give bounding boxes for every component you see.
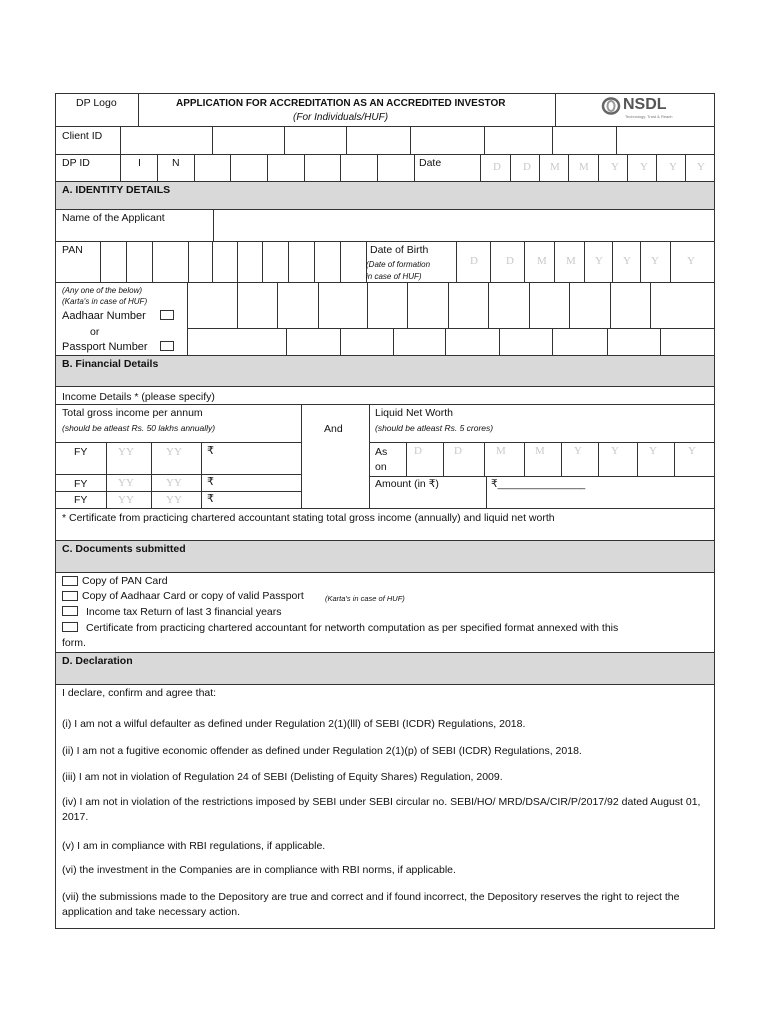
aadhaar-input[interactable] (187, 282, 714, 328)
declaration-item: (iii) I am not in violation of Regulation 24 of SEBI (Delisting of Equity Shares) Regulation, 2009. (62, 771, 503, 783)
client-id-input[interactable] (120, 126, 714, 154)
doc-aadhaar-note: (Karta's in case of HUF) (325, 594, 405, 603)
declaration-item: (i) I am not a wilful defaulter as defined under Regulation 2(1)(lll) of SEBI (ICDR) Regulations, 2018. (62, 718, 526, 730)
declaration-item: (vii) the submissions made to the Depository are true and correct and if found incorrect, the Depository reserves the right to reject the application and take necessary action. (62, 891, 680, 918)
or-label: or (90, 326, 100, 338)
dob-input[interactable]: D D M M Y Y Y Y (456, 241, 714, 282)
applicant-name-label: Name of the Applicant (62, 212, 165, 224)
doc-itr: Income tax Return of last 3 financial years (86, 606, 282, 618)
total-gross-note: (should be atleast Rs. 50 lakhs annually) (62, 423, 216, 433)
on-label: on (375, 461, 387, 473)
ca-certificate-checkbox[interactable] (62, 622, 78, 632)
dp-id-n: N (172, 157, 180, 169)
doc-ca-certificate: Certificate from practicing chartered accountant for networth computation as per specified format annexed with this (86, 622, 619, 634)
nsdl-logo (601, 96, 681, 122)
passport-input[interactable] (187, 328, 714, 355)
aadhaar-checkbox[interactable] (160, 310, 174, 320)
section-b-title: B. Financial Details (62, 358, 159, 370)
passport-checkbox[interactable] (160, 341, 174, 351)
pan-label: PAN (62, 244, 83, 256)
total-gross-label: Total gross income per annum (62, 407, 203, 419)
declaration-item: (vi) the investment in the Companies are in compliance with RBI norms, if applicable. (62, 864, 456, 876)
section-d-title: D. Declaration (62, 655, 133, 667)
declaration-item: (v) I am in compliance with RBI regulations, if applicable. (62, 840, 326, 852)
income-details-label: Income Details * (please specify) (62, 391, 215, 403)
fy-label-2: FY (74, 478, 88, 490)
doc-aadhaar-copy: Copy of Aadhaar Card or copy of valid Passport (82, 590, 304, 602)
pan-card-checkbox[interactable] (62, 576, 78, 586)
client-id-label: Client ID (62, 130, 103, 142)
section-a-title: A. IDENTITY DETAILS (62, 184, 171, 196)
income-footnote: * Certificate from practicing chartered accountant stating total gross income (annually) and liquid net worth (62, 512, 555, 524)
doc-pan-card: Copy of PAN Card (82, 575, 168, 587)
liquid-net-note: (should be atleast Rs. 5 crores) (375, 423, 494, 433)
form-subtitle: (For Individuals/HUF) (293, 112, 389, 123)
form-title: APPLICATION FOR ACCREDITATION AS AN ACCREDITED INVESTOR (176, 98, 506, 109)
any-one-note: (Any one of the below) (62, 286, 143, 295)
fy-row-1[interactable]: YY YY ₹ (106, 442, 301, 474)
itr-checkbox[interactable] (62, 606, 78, 616)
declaration-item: (iv) I am not in violation of the restrictions imposed by SEBI under SEBI circular no. SEBI/HO/ MRD/DSA/CIR/P/2017/92 dated August 01, 2017. (62, 796, 701, 823)
dp-id-label: DP ID (62, 157, 90, 169)
aadhaar-label: Aadhaar Number (62, 310, 146, 322)
passport-label: Passport Number (62, 341, 148, 353)
as-label: As (375, 446, 388, 458)
amount-input[interactable]: ₹_______________ (491, 478, 586, 490)
as-on-date-input[interactable]: D D M M Y Y Y Y (406, 442, 714, 476)
fy-label-1: FY (74, 446, 88, 458)
fy-row-2[interactable]: YY YY ₹ (106, 474, 301, 491)
amount-label: Amount (in ₹) (375, 478, 439, 490)
fy-row-3[interactable]: YY YY ₹ (106, 491, 301, 508)
nsdl-emblem-icon (601, 97, 621, 115)
dp-id-input[interactable] (194, 154, 414, 181)
declaration-item: (ii) I am not a fugitive economic offender as defined under Regulation 2(1)(p) of SEBI (ICDR) Regulations, 2018. (62, 745, 582, 757)
dp-id-i: I (138, 157, 141, 169)
section-c-title: C. Documents submitted (62, 543, 186, 555)
aadhaar-copy-checkbox[interactable] (62, 591, 78, 601)
accreditation-form (55, 93, 715, 929)
dob-label: Date of Birth (370, 244, 429, 256)
nsdl-tagline: Technology, Trust & Reach (625, 114, 673, 119)
date-input[interactable]: D D M M Y Y Y Y (480, 154, 714, 181)
liquid-net-label: Liquid Net Worth (375, 407, 454, 419)
pan-input[interactable] (100, 241, 366, 282)
date-label: Date (419, 157, 442, 169)
dp-logo-label: DP Logo (76, 97, 117, 109)
fy-label-3: FY (74, 494, 88, 506)
karta-note: (Karta's in case of HUF) (62, 297, 148, 306)
declaration-intro: I declare, confirm and agree that: (62, 687, 217, 699)
nsdl-logo-text: NSDL (623, 96, 667, 113)
dob-note-1: (Date of formation (366, 260, 431, 269)
dob-note-2: in case of HUF) (366, 272, 422, 281)
and-label: And (324, 423, 343, 435)
applicant-name-input[interactable] (214, 210, 714, 241)
doc-ca-certificate-cont: form. (62, 637, 86, 649)
